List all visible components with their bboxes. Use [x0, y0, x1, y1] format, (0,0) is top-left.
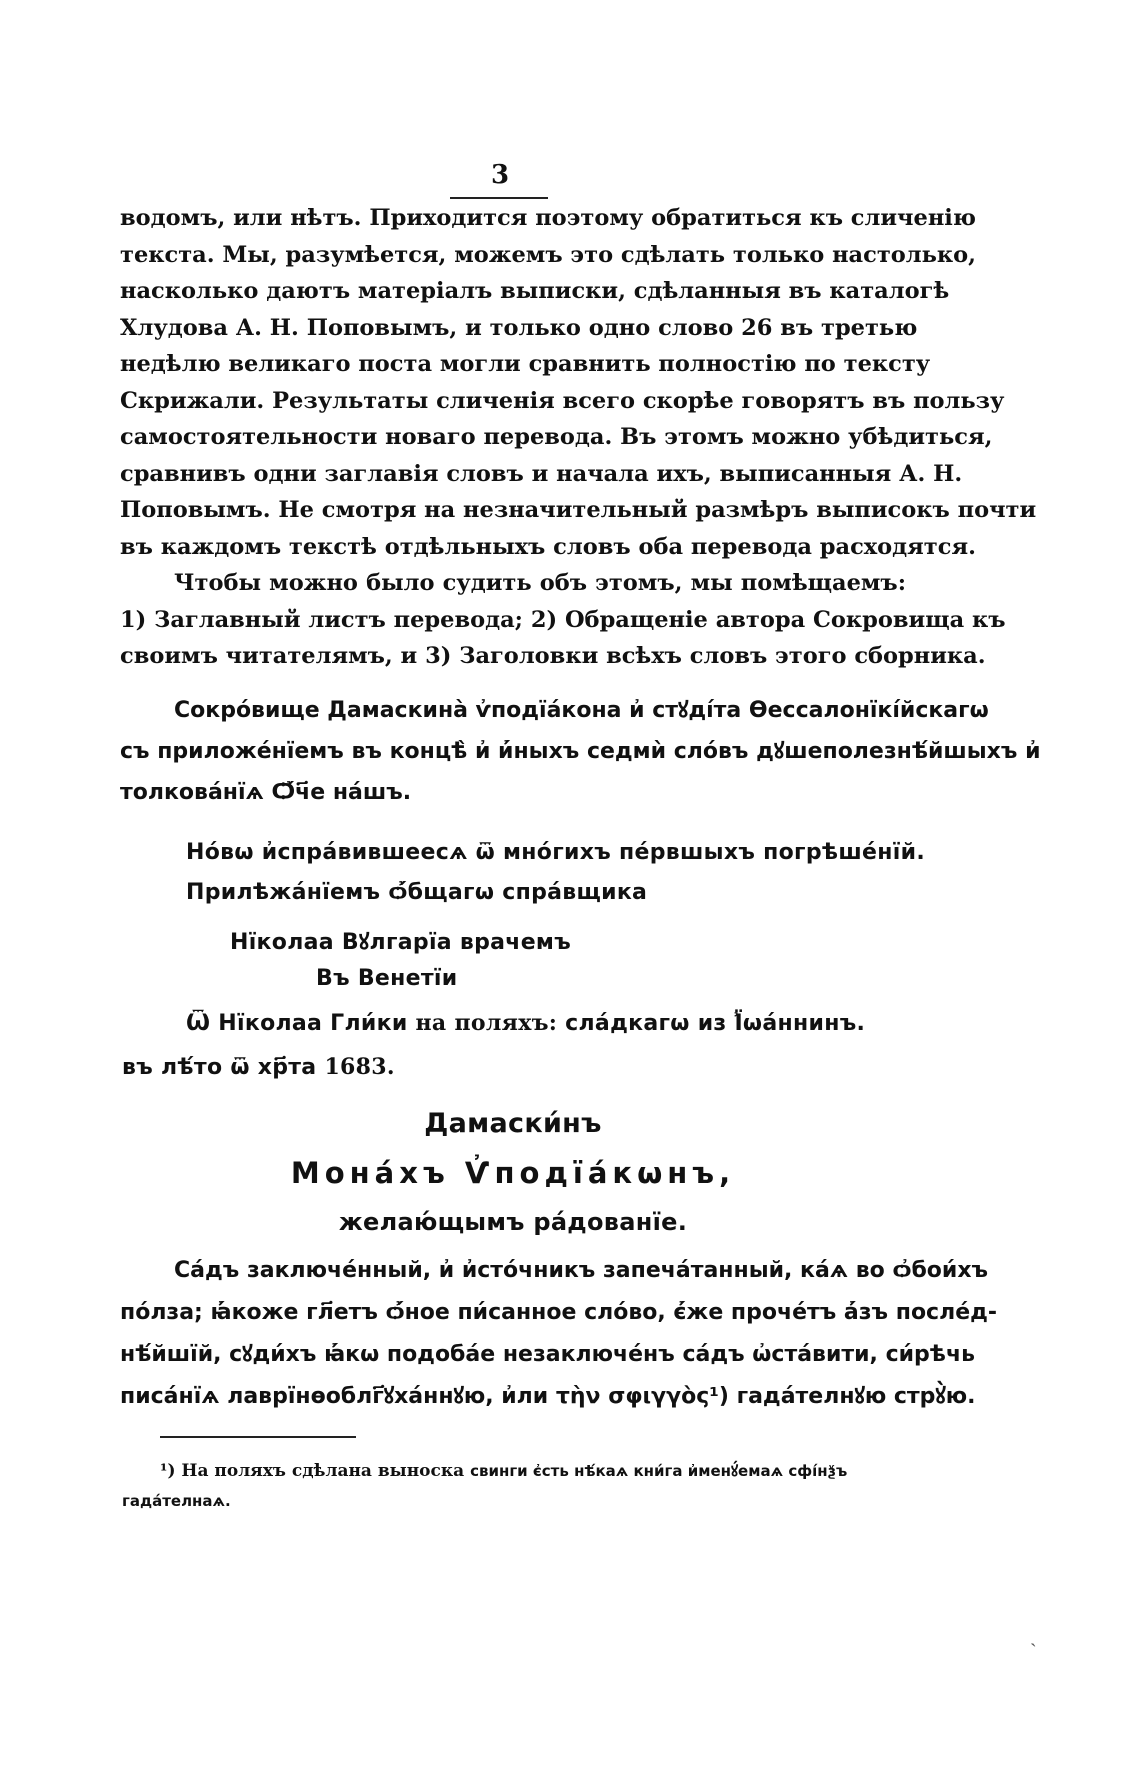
page-number: 3 — [490, 160, 510, 190]
title-page-quote — [120, 693, 1041, 811]
title-line: Сокро́вище Дамаскина̀ ѵ҆подїа́кона и҆ стꙋді́та Ѳессалонїкі́йскагѡ — [174, 698, 989, 723]
heading-wrap — [120, 1156, 906, 1190]
paragraph-line: самостоятельности новаго перевода. Въ этомъ можно убѣдиться, — [120, 424, 993, 450]
paragraph-line: своимъ читателямъ, и 3) Заголовки всѣхъ словъ этого сборника. — [120, 643, 986, 669]
paragraph-line: сравнивъ одни заглавія словъ и начала ихъ, выписанныя А. Н. — [120, 460, 963, 487]
title-line: Но́вѡ и҆спра́вившеесѧ ѿ мно́гихъ пе́рвшыхъ погрѣше́нїй. — [186, 840, 925, 865]
heading-line-2: Мона́хъ Ѵ҆подїа́кѡнъ, — [290, 1156, 736, 1190]
year: 1683. — [324, 1054, 395, 1080]
title-line — [186, 1010, 865, 1036]
preface-line: по́лза; ꙗ҆́коже гл҃етъ ѻ҆́ное пи́санное сло́во, є҆́же проче́тъ а҆́зъ после́д- — [120, 1300, 998, 1325]
footnote-marker: ¹) — [160, 1461, 176, 1481]
footnote — [122, 1456, 906, 1516]
margin-mark: ˏ — [1030, 1623, 1037, 1647]
margin-note: на поляхъ: — [415, 1010, 558, 1036]
printer-name: Ѿ Нїколаа Гли́ки — [186, 1011, 408, 1036]
paragraph-line: недѣлю великаго поста могли сравнить полностію по тексту — [120, 351, 931, 377]
heading-line-1: Дамаски́нъ — [424, 1108, 602, 1139]
printer-origin: сла́дкагѡ из Ї҆ѡа́ннинъ. — [565, 1011, 866, 1036]
paragraph-line: въ каждомъ текстѣ отдѣльныхъ словъ оба перевода расходятся. — [120, 533, 976, 560]
paragraph-line: насколько даютъ матеріалъ выписки, сдѣланныя въ каталогѣ — [120, 278, 950, 304]
paragraph-line: Скрижали. Результаты сличенія всего скорѣе говорятъ въ пользу — [120, 387, 1005, 414]
page-number-rule — [450, 197, 548, 199]
paragraph-line: текста. Мы, разумѣется, можемъ это сдѣлать только настолько, — [120, 241, 977, 268]
preface-line: нѣ́йшїй, сꙋди́хъ ꙗ҆́кѡ подоба́е незаключе́нъ са́дъ ѡ҆ста́вити, си́рѣчь — [120, 1342, 975, 1367]
year-prefix: въ лѣ́то ѿ хр҃та — [122, 1055, 317, 1080]
heading-wrap — [120, 1208, 906, 1236]
heading-line-3: желаю́щымъ ра́дованїе. — [338, 1208, 688, 1236]
title-line: Прилѣжа́нїемъ ѻ҆́бщагѡ спра́вщика — [186, 880, 648, 905]
title-line: съ приложе́нїемъ въ концѣ̀ и҆ и҆́ныхъ седмѝ сло́въ дꙋшеполезнѣ́йшыхъ и҆ — [120, 739, 1041, 764]
footnote-rule — [160, 1436, 356, 1438]
paragraph-line: водомъ, или нѣтъ. Приходится поэтому обратиться къ сличенію — [120, 205, 976, 231]
paragraph-line: Хлудова А. Н. Поповымъ, и только одно слово 26 въ третью — [120, 314, 918, 341]
footnote-text: На поляхъ сдѣлана выноска — [181, 1461, 465, 1481]
title-line: Въ Венетїи — [316, 966, 458, 991]
preface-paragraph — [120, 1250, 998, 1418]
heading-wrap — [120, 1108, 906, 1139]
footnote-slavonic: свинги є҆сть нѣ́каѧ кни́га и҆менꙋ́емаѧ сфі́нѯъ — [470, 1462, 848, 1480]
paragraph-line: Чтобы можно было судить объ этомъ, мы помѣщаемъ: — [174, 570, 906, 596]
main-paragraph — [120, 200, 1037, 565]
footnote-slavonic-cont: гада́телнаѧ. — [122, 1492, 231, 1510]
preface-line: Са́дъ заключе́нный, и҆ и҆сто́чникъ запеча́танный, ка́ѧ во ѻ҆бои́хъ — [174, 1258, 989, 1283]
title-line: Нїколаа Вꙋлгарїа врачемъ — [230, 930, 572, 955]
second-paragraph — [120, 565, 1006, 675]
paragraph-line: 1) Заглавный листъ перевода; 2) Обращеніе автора Сокровища къ — [120, 606, 1006, 633]
title-line — [122, 1054, 395, 1080]
paragraph-line: Поповымъ. Не смотря на незначительный размѣръ выписокъ почти — [120, 497, 1037, 523]
title-line: толкова́нїѧ Ѻ҆́ч҃е на́шъ. — [120, 780, 412, 805]
preface-line: писа́нїѧ лаврїнѳоблг҃ꙋха́ннꙋю, и҆ли τὴν σφιγγὸς¹) гада́телнꙋю стрꙋ̀ю. — [120, 1384, 976, 1409]
